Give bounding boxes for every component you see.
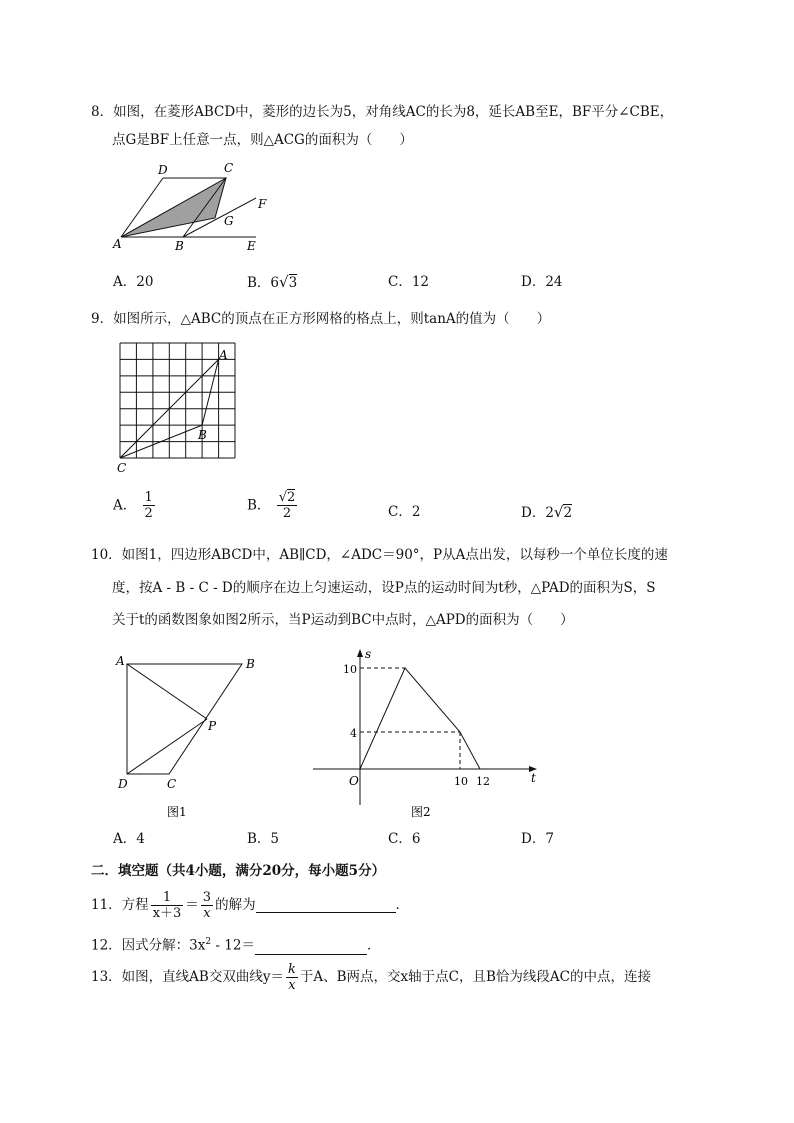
fraction-denominator: 2 — [144, 506, 153, 521]
q10-fig1-label-B: B — [246, 657, 255, 671]
q10-fig2-label-4y: 4 — [350, 727, 357, 740]
q11-text — [91, 888, 409, 922]
section-2-heading: 二．填空题（共4小题，满分20分，每小题5分） — [91, 863, 386, 879]
q10-figure2 — [305, 640, 550, 825]
q10-text-line2: 度，按A - B - C - D的顺序在边上匀速运动，设P点的运动时间为t秒，△PAD的面积为S，S — [112, 580, 656, 596]
q10-line-AP — [127, 664, 207, 719]
q9-option-a-prefix: A． — [113, 497, 137, 514]
q10-fig2-label-O: O — [349, 774, 359, 788]
q12-end: ． — [366, 937, 381, 954]
q10-option-c: C．6 — [388, 831, 421, 847]
radical-icon: √ — [553, 503, 564, 521]
q10-fig2-label-s: s — [365, 647, 372, 661]
q13-suffix: 于A、B两点，交x轴于点C，且B恰为线段AC的中点，连接 — [299, 969, 651, 985]
fraction-denominator: 2 — [277, 505, 298, 521]
q9-option-a — [113, 490, 157, 521]
fraction-numerator: 3 — [202, 890, 212, 905]
q11-equals: ＝ — [185, 897, 199, 913]
q10-fig2-caption: 图2 — [411, 805, 431, 819]
q11-answer-blank[interactable] — [256, 898, 396, 913]
q10-fig2-label-t: t — [531, 771, 536, 785]
fraction-denominator: x — [201, 905, 213, 921]
q9-option-d — [521, 503, 572, 522]
q10-graph-line — [360, 668, 480, 769]
q8-option-b — [247, 273, 297, 292]
q8-option-b-prefix: B．6 — [247, 275, 280, 291]
radicand: 2 — [287, 490, 296, 505]
q9-figure — [108, 338, 243, 475]
fraction-denominator: x — [286, 977, 298, 993]
q10-text-line1: 10．如图1，四边形ABCD中，AB∥CD，∠ADC＝90°，P从A点出发，以每秒一个单位长度的速 — [91, 547, 668, 563]
q10-option-b: B．5 — [247, 831, 280, 847]
q9-option-d-prefix: D．2 — [521, 505, 554, 521]
q12-answer-blank[interactable] — [255, 940, 367, 955]
q10-option-a: A．4 — [113, 831, 145, 847]
q9-option-d-radicand: 2 — [563, 505, 573, 521]
q10-fig1-caption: 图1 — [167, 805, 187, 819]
q8-label-F: F — [258, 197, 267, 211]
q9-option-b-prefix: B． — [247, 497, 271, 514]
q8-option-a: A．20 — [113, 274, 154, 290]
q12-exponent: 2 — [205, 937, 212, 947]
q8-label-G: G — [224, 214, 234, 228]
q9-label-A: A — [219, 348, 228, 362]
q9-text-line1: 9．如图所示，△ABC的顶点在正方形网格的格点上，则tanA的值为（ ） — [91, 311, 551, 327]
q8-shaded-triangle — [121, 178, 226, 237]
q10-text-line3: 关于t的函数图象如图2所示，当P运动到BC中点时，△APD的面积为（ ） — [112, 612, 574, 628]
q10-line-DP — [127, 719, 207, 774]
q8-label-E: E — [247, 239, 256, 253]
q11-prefix: 11．方程 — [91, 897, 149, 913]
y-axis-arrow-icon — [357, 649, 363, 657]
radical-icon: √ — [278, 490, 288, 505]
q9-label-B: B — [198, 428, 207, 442]
q8-option-b-radicand: 3 — [288, 275, 298, 291]
q9-label-C: C — [117, 461, 127, 475]
q11-fraction-left — [151, 890, 184, 921]
q10-quadrilateral-ABCD — [127, 664, 242, 774]
q8-label-D: D — [158, 163, 168, 177]
q10-fig2-label-10x: 10 — [454, 775, 468, 788]
radical-icon: √ — [279, 273, 289, 291]
q12-rest: - 12＝ — [211, 937, 255, 954]
q10-fig1-label-A: A — [116, 654, 125, 668]
q10-fig1-label-D: D — [118, 777, 128, 791]
q8-text-line2: 点G是BF上任意一点，则△ACG的面积为（ ） — [112, 132, 413, 148]
q9-option-b-fraction — [277, 490, 298, 521]
q9-option-b — [247, 490, 299, 521]
q10-option-d: D．7 — [521, 831, 554, 847]
q11-fraction-right — [201, 890, 213, 921]
q10-fig2-label-12x: 12 — [476, 775, 490, 788]
q8-option-c: C．12 — [388, 274, 430, 290]
fraction-numerator: 1 — [144, 490, 153, 505]
fraction-numerator: 1 — [162, 890, 172, 905]
q12-text — [91, 933, 380, 955]
fraction-numerator: k — [287, 962, 296, 977]
q10-fig2-label-10y: 10 — [343, 663, 357, 676]
q11-suffix: 的解为 — [215, 897, 256, 913]
fraction-denominator: x＋3 — [152, 906, 182, 921]
q8-figure — [108, 158, 278, 258]
q13-prefix: 13．如图，直线AB交双曲线y＝ — [91, 969, 284, 985]
q8-text-line1: 8．如图，在菱形ABCD中，菱形的边长为5，对角线AC的长为8，延长AB至E，BF平分∠CBE， — [91, 104, 674, 120]
fraction-numerator — [277, 490, 298, 505]
q8-label-A: A — [113, 237, 122, 251]
q9-option-c: C．2 — [388, 504, 421, 520]
q8-option-d: D．24 — [521, 274, 563, 290]
q11-end: ． — [395, 897, 410, 913]
q10-fig1-label-P: P — [208, 719, 217, 733]
q13-fraction — [286, 962, 298, 993]
q10-figure1 — [112, 650, 272, 825]
q9-option-a-fraction — [143, 490, 155, 521]
q8-label-B: B — [175, 239, 184, 253]
q8-label-C: C — [224, 161, 234, 175]
q13-text — [91, 960, 651, 994]
q10-fig1-label-C: C — [167, 777, 177, 791]
q12-prefix: 12．因式分解：3x — [91, 937, 206, 954]
